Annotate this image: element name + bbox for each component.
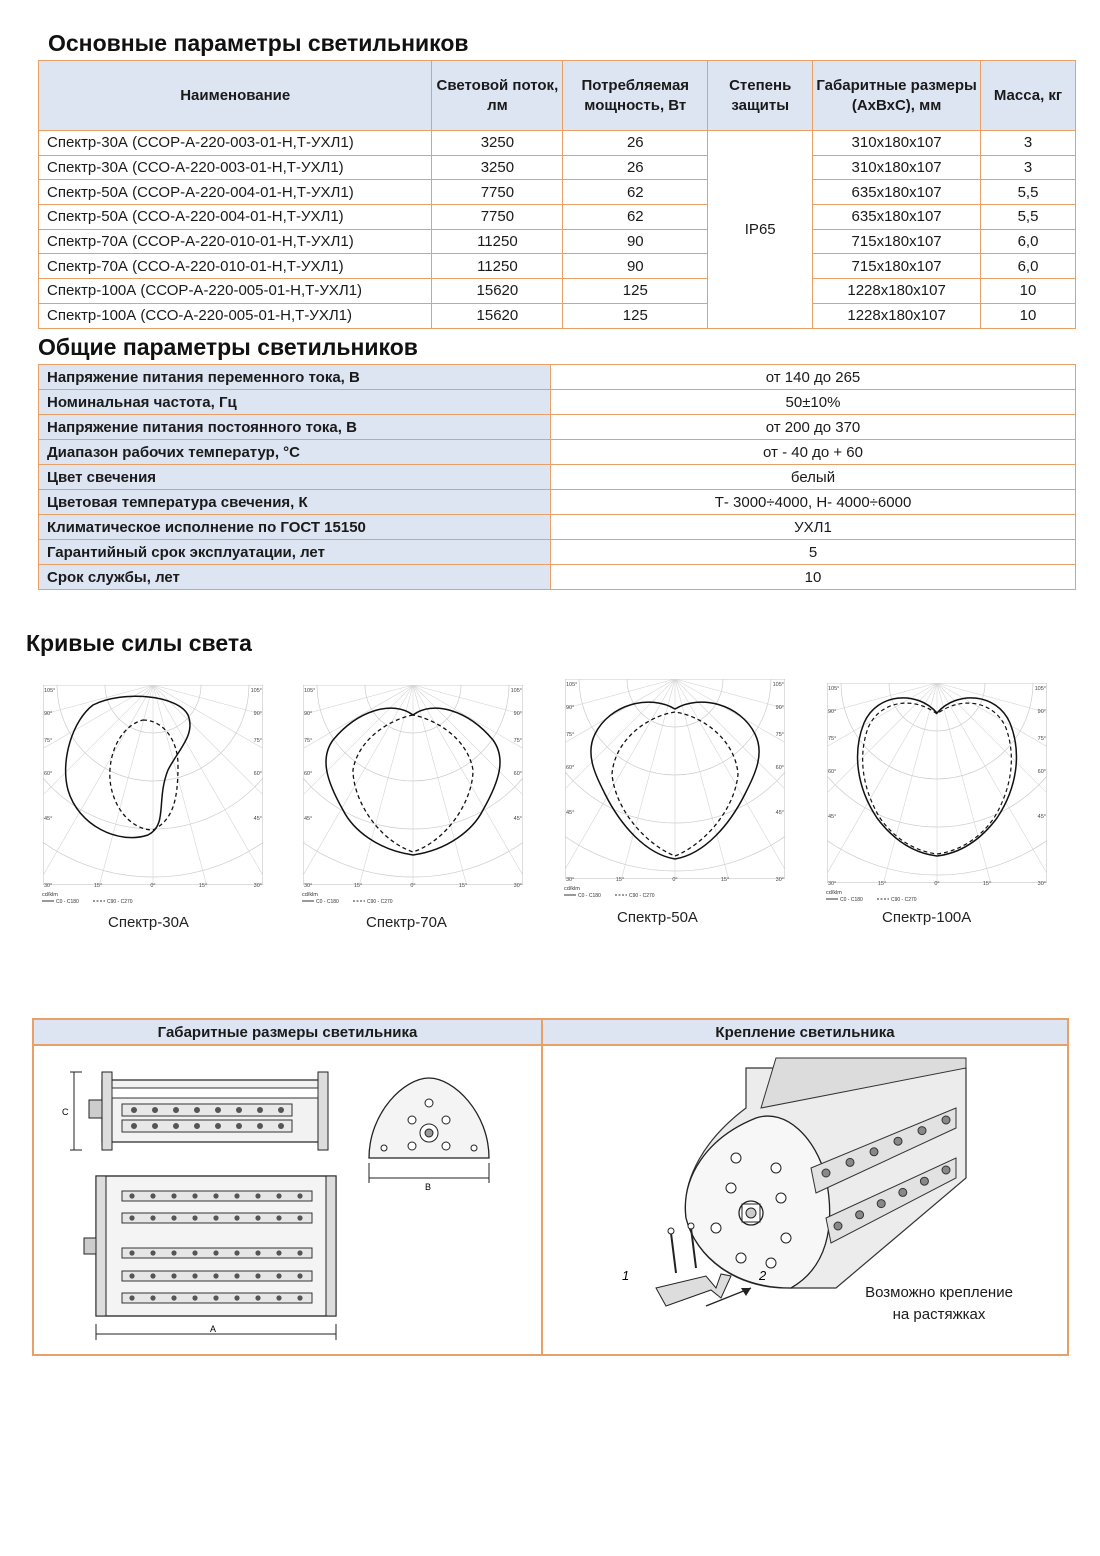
polar-angle-label: 60° [828, 769, 837, 775]
screw-hole [736, 1253, 746, 1263]
cell-size: 635x180x107 [813, 205, 981, 230]
param-value: Т- 3000÷4000, Н- 4000÷6000 [551, 490, 1076, 515]
led-dot [129, 1295, 134, 1300]
polar-unit-label: cd/klm [302, 892, 318, 898]
polar-angle-label: 15° [615, 877, 625, 883]
param-name: Цвет свечения [39, 465, 551, 490]
led-dot [213, 1250, 218, 1255]
polar-spoke [75, 685, 156, 905]
led-dot [899, 1188, 907, 1196]
led-dot [870, 1148, 878, 1156]
polar-angle-label: 45° [775, 810, 784, 816]
polar-chart-spektr-100a [822, 678, 1052, 903]
polar-angle-label: 90° [775, 705, 784, 711]
polar-angle-label: 30° [828, 881, 837, 887]
polar-angle-label: 60° [1037, 769, 1046, 775]
cell-size: 1228x180x107 [813, 279, 981, 304]
polar-angle-label: 45° [304, 816, 313, 822]
col-header-flux: Световой поток, лм [432, 61, 563, 131]
param-value: белый [551, 465, 1076, 490]
polar-spoke [153, 685, 231, 905]
polar-angle-label: 0° [934, 881, 940, 887]
led-dot [234, 1295, 239, 1300]
led-dot [131, 1123, 137, 1129]
led-dot [213, 1273, 218, 1278]
polar-svg-70a [298, 680, 528, 905]
table-row [39, 415, 1076, 440]
polar-spoke [597, 679, 678, 899]
polar-spoke [822, 683, 937, 833]
led-dot [150, 1295, 155, 1300]
cell-power: 26 [563, 155, 708, 180]
table-row [39, 440, 1076, 465]
polar-angle-label: 90° [828, 709, 837, 715]
polar-angle-label: 0° [410, 883, 416, 889]
table-row [39, 155, 1076, 180]
polar-angle-label: 75° [304, 738, 313, 744]
screw-hole [731, 1153, 741, 1163]
screw-hole [776, 1193, 786, 1203]
curve-label-70a: Спектр-70А [366, 914, 447, 931]
polar-angle-label: 75° [44, 738, 53, 744]
polar-spoke [675, 679, 753, 899]
led-dot [129, 1250, 134, 1255]
main-params-table [38, 60, 1076, 329]
cell-name: Спектр-70А (ССОР-А-220-010-01-Н,Т-УХЛ1) [39, 229, 432, 254]
param-value: от - 40 до + 60 [551, 440, 1076, 465]
table-row [39, 131, 1076, 156]
led-dot [894, 1137, 902, 1145]
led-dot [150, 1250, 155, 1255]
polar-spoke [859, 683, 940, 903]
table-row [39, 279, 1076, 304]
polar-angle-label: 75° [566, 732, 575, 738]
table-row [39, 515, 1076, 540]
polar-angle-label: 60° [253, 771, 262, 777]
luminaire-perspective [685, 1058, 966, 1288]
param-name: Напряжение питания переменного тока, В [39, 365, 551, 390]
dim-letter-a: A [210, 1324, 217, 1334]
polar-angle-label: 45° [566, 810, 575, 816]
light-curves-title: Кривые силы света [26, 630, 252, 656]
polar-angle-label: 30° [253, 883, 262, 889]
polar-angle-label: 105° [772, 682, 784, 688]
mount-number-2: 2 [759, 1268, 767, 1283]
polar-angle-label: 45° [513, 816, 522, 822]
polar-angle-label: 15° [877, 881, 887, 887]
polar-angle-label: 105° [250, 688, 262, 694]
legend-c90-label: C90 - C270 [367, 899, 393, 905]
param-value: 5 [551, 540, 1076, 565]
polar-angle-label: 60° [775, 765, 784, 771]
polar-angle-label: 105° [44, 688, 56, 694]
legend-c0-label: C0 - C180 [56, 899, 79, 905]
polar-unit-label: cd/klm [42, 892, 58, 898]
col-header-protection: Степень защиты [708, 61, 813, 131]
curve-c0-solid [66, 696, 190, 837]
polar-angle-label: 105° [566, 682, 578, 688]
cell-flux: 7750 [432, 205, 563, 230]
led-dot [129, 1273, 134, 1278]
led-dot [173, 1123, 179, 1129]
polar-angle-label: 45° [253, 816, 262, 822]
cell-flux: 3250 [432, 131, 563, 156]
led-dot [255, 1193, 260, 1198]
cell-protection: IP65 [708, 131, 813, 329]
led-dot [276, 1193, 281, 1198]
cell-mass: 3 [981, 131, 1076, 156]
cell-power: 125 [563, 303, 708, 328]
polar-angle-label: 90° [44, 711, 53, 717]
led-dot [171, 1295, 176, 1300]
led-dot [171, 1215, 176, 1220]
polar-angle-label: 90° [566, 705, 575, 711]
table-row [39, 465, 1076, 490]
cell-name: Спектр-50А (ССО-А-220-004-01-Н,Т-УХЛ1) [39, 205, 432, 230]
led-dot [942, 1166, 950, 1174]
polar-angle-label: 45° [44, 816, 53, 822]
screw-hole [726, 1183, 736, 1193]
polar-angle-label: 60° [44, 771, 53, 777]
polar-angle-label: 15° [353, 883, 363, 889]
polar-angle-label: 75° [253, 738, 262, 744]
dimensions-header: Габаритные размеры светильника [34, 1020, 541, 1046]
led-dot [297, 1193, 302, 1198]
polar-angle-label: 15° [982, 881, 992, 887]
polar-spoke [937, 683, 1015, 903]
dim-letter-c: C [62, 1107, 69, 1117]
polar-angle-label: 15° [458, 883, 468, 889]
cell-power: 62 [563, 180, 708, 205]
polar-angle-label: 75° [513, 738, 522, 744]
cell-power: 90 [563, 229, 708, 254]
dimensions-mounting-panel [32, 1018, 1069, 1356]
led-dot [255, 1250, 260, 1255]
mounting-header: Крепление светильника [543, 1020, 1067, 1046]
led-dot [171, 1193, 176, 1198]
polar-spoke [413, 685, 528, 763]
led-dot [171, 1273, 176, 1278]
mount-note-line-1: Возможно крепление [865, 1284, 1013, 1301]
dimensions-drawing [34, 1048, 539, 1354]
polar-angle-label: 90° [1037, 709, 1046, 715]
polar-angle-label: 105° [510, 688, 522, 694]
led-dot [192, 1215, 197, 1220]
col-header-power: Потребляемая мощность, Вт [563, 61, 708, 131]
led-dot [171, 1250, 176, 1255]
led-dot [255, 1273, 260, 1278]
param-value: от 140 до 265 [551, 365, 1076, 390]
led-dot [297, 1250, 302, 1255]
param-name: Гарантийный срок эксплуатации, лет [39, 540, 551, 565]
cell-size: 1228x180x107 [813, 303, 981, 328]
main-table-header-row [39, 61, 1076, 131]
polar-unit-label: cd/klm [826, 890, 842, 896]
general-params-title: Общие параметры светильников [38, 334, 418, 360]
table-row [39, 180, 1076, 205]
led-dot [150, 1215, 155, 1220]
param-name: Срок службы, лет [39, 565, 551, 590]
led-dot [920, 1177, 928, 1185]
param-value: УХЛ1 [551, 515, 1076, 540]
led-dot [129, 1215, 134, 1220]
param-name: Климатическое исполнение по ГОСТ 15150 [39, 515, 551, 540]
led-dot [192, 1250, 197, 1255]
polar-spoke [153, 685, 268, 763]
legend-c90-label: C90 - C270 [629, 893, 655, 899]
legend-c0-label: C0 - C180 [578, 893, 601, 899]
led-dot [234, 1250, 239, 1255]
led-dot [942, 1116, 950, 1124]
polar-angle-label: 0° [150, 883, 156, 889]
mount-note-line-2: на растяжках [892, 1306, 986, 1323]
cell-flux: 15620 [432, 303, 563, 328]
polar-spoke [822, 683, 937, 761]
table-row [39, 565, 1076, 590]
polar-angle-label: 15° [720, 877, 730, 883]
luminaire-side-view [62, 1072, 328, 1150]
cell-power: 90 [563, 254, 708, 279]
polar-svg-100a [822, 678, 1052, 903]
cell-mass: 3 [981, 155, 1076, 180]
legend-c90-label: C90 - C270 [107, 899, 133, 905]
polar-spoke [153, 685, 268, 835]
led-dot [278, 1123, 284, 1129]
cell-flux: 15620 [432, 279, 563, 304]
led-dot [834, 1222, 842, 1230]
led-dot [236, 1107, 242, 1113]
main-params-title: Основные параметры светильников [48, 30, 469, 56]
led-dot [234, 1193, 239, 1198]
param-name: Напряжение питания постоянного тока, В [39, 415, 551, 440]
legend-c90-label: C90 - C270 [891, 897, 917, 903]
cell-flux: 11250 [432, 229, 563, 254]
mount-note [854, 1282, 1024, 1326]
polar-angle-label: 105° [828, 686, 840, 692]
legend-c0-label: C0 - C180 [316, 899, 339, 905]
cell-mass: 5,5 [981, 205, 1076, 230]
polar-spoke [335, 685, 416, 905]
led-dot [276, 1273, 281, 1278]
led-dot [129, 1193, 134, 1198]
polar-angle-label: 30° [304, 883, 313, 889]
cell-name: Спектр-30А (ССОР-А-220-003-01-Н,Т-УХЛ1) [39, 131, 432, 156]
polar-angle-label: 30° [44, 883, 53, 889]
polar-angle-label: 60° [513, 771, 522, 777]
cell-name: Спектр-100А (ССО-А-220-005-01-Н,Т-УХЛ1) [39, 303, 432, 328]
luminaire-end-view [369, 1078, 489, 1192]
polar-angle-label: 0° [672, 877, 678, 883]
param-value: от 200 до 370 [551, 415, 1076, 440]
cell-size: 715x180x107 [813, 254, 981, 279]
led-dot [297, 1273, 302, 1278]
led-dot [150, 1273, 155, 1278]
led-dot [234, 1215, 239, 1220]
led-dot [297, 1215, 302, 1220]
led-dot [856, 1211, 864, 1219]
cell-name: Спектр-50А (ССОР-А-220-004-01-Н,Т-УХЛ1) [39, 180, 432, 205]
param-value: 50±10% [551, 390, 1076, 415]
cell-name: Спектр-30А (ССО-А-220-003-01-Н,Т-УХЛ1) [39, 155, 432, 180]
led-dot [213, 1215, 218, 1220]
led-dot [257, 1123, 263, 1129]
table-row [39, 490, 1076, 515]
curve-label-50a: Спектр-50А [617, 909, 698, 926]
led-dot [255, 1295, 260, 1300]
polar-angle-label: 30° [566, 877, 575, 883]
polar-angle-label: 90° [253, 711, 262, 717]
cell-mass: 5,5 [981, 180, 1076, 205]
polar-angle-label: 75° [1037, 736, 1046, 742]
cell-flux: 11250 [432, 254, 563, 279]
table-row [39, 303, 1076, 328]
table-row [39, 229, 1076, 254]
led-dot [192, 1273, 197, 1278]
polar-svg-30a [38, 680, 268, 905]
polar-angle-label: 45° [828, 814, 837, 820]
polar-angle-label: 15° [93, 883, 103, 889]
led-dot [234, 1273, 239, 1278]
cell-mass: 10 [981, 279, 1076, 304]
cell-power: 26 [563, 131, 708, 156]
polar-angle-label: 30° [513, 883, 522, 889]
polar-angle-label: 30° [1037, 881, 1046, 887]
polar-chart-spektr-50a [560, 674, 790, 899]
polar-angle-label: 30° [775, 877, 784, 883]
led-dot [877, 1200, 885, 1208]
led-dot [276, 1215, 281, 1220]
polar-angle-label: 75° [828, 736, 837, 742]
cell-size: 715x180x107 [813, 229, 981, 254]
screw-hole [781, 1233, 791, 1243]
led-dot [173, 1107, 179, 1113]
cell-mass: 6,0 [981, 254, 1076, 279]
polar-spoke [675, 679, 790, 757]
led-dot [215, 1107, 221, 1113]
cell-power: 125 [563, 279, 708, 304]
polar-spoke [38, 685, 153, 835]
param-name: Номинальная частота, Гц [39, 390, 551, 415]
cell-mass: 10 [981, 303, 1076, 328]
polar-svg-50a [560, 674, 790, 899]
table-row [39, 365, 1076, 390]
led-dot [215, 1123, 221, 1129]
led-dot [846, 1158, 854, 1166]
led-dot [918, 1127, 926, 1135]
led-dot [152, 1107, 158, 1113]
mount-number-1: 1 [622, 1268, 630, 1283]
table-row [39, 205, 1076, 230]
param-name: Диапазон рабочих температур, °С [39, 440, 551, 465]
polar-angle-label: 75° [775, 732, 784, 738]
polar-angle-label: 90° [304, 711, 313, 717]
polar-spoke [560, 679, 675, 757]
led-dot [276, 1250, 281, 1255]
led-dot [213, 1295, 218, 1300]
polar-angle-label: 15° [198, 883, 208, 889]
polar-angle-label: 105° [304, 688, 316, 694]
led-dot [194, 1107, 200, 1113]
polar-spoke [937, 683, 1052, 761]
led-dot [194, 1123, 200, 1129]
polar-unit-label: cd/klm [564, 886, 580, 892]
table-row [39, 540, 1076, 565]
panel-divider [541, 1020, 543, 1354]
polar-spoke [298, 685, 413, 763]
led-dot [192, 1295, 197, 1300]
led-dot [278, 1107, 284, 1113]
cell-size: 635x180x107 [813, 180, 981, 205]
cell-power: 62 [563, 205, 708, 230]
cell-mass: 6,0 [981, 229, 1076, 254]
led-dot [213, 1193, 218, 1198]
table-row [39, 254, 1076, 279]
cell-name: Спектр-70А (ССО-А-220-010-01-Н,Т-УХЛ1) [39, 254, 432, 279]
led-dot [276, 1295, 281, 1300]
led-dot [152, 1123, 158, 1129]
param-value: 10 [551, 565, 1076, 590]
screw-hole [771, 1163, 781, 1173]
cell-size: 310x180x107 [813, 131, 981, 156]
polar-angle-label: 60° [304, 771, 313, 777]
polar-chart-spektr-30a [38, 680, 268, 905]
led-dot [822, 1169, 830, 1177]
polar-angle-label: 105° [1034, 686, 1046, 692]
cell-name: Спектр-100А (ССОР-А-220-005-01-Н,Т-УХЛ1) [39, 279, 432, 304]
cell-flux: 3250 [432, 155, 563, 180]
screw-hole [766, 1258, 776, 1268]
col-header-mass: Масса, кг [981, 61, 1076, 131]
dim-letter-b: B [425, 1182, 432, 1192]
legend-c0-label: C0 - C180 [840, 897, 863, 903]
led-dot [236, 1123, 242, 1129]
led-dot [257, 1107, 263, 1113]
curve-label-100a: Спектр-100А [882, 909, 972, 926]
col-header-name: Наименование [39, 61, 432, 131]
curve-label-30a: Спектр-30А [108, 914, 189, 931]
led-dot [255, 1215, 260, 1220]
led-dot [192, 1193, 197, 1198]
table-row [39, 390, 1076, 415]
param-name: Цветовая температура свечения, К [39, 490, 551, 515]
polar-angle-label: 90° [513, 711, 522, 717]
cell-flux: 7750 [432, 180, 563, 205]
luminaire-front-view [84, 1176, 336, 1340]
led-dot [297, 1295, 302, 1300]
led-dot [150, 1193, 155, 1198]
col-header-size: Габаритные размеры (АхВхС), мм [813, 61, 981, 131]
cell-size: 310x180x107 [813, 155, 981, 180]
led-dot [131, 1107, 137, 1113]
polar-angle-label: 45° [1037, 814, 1046, 820]
polar-chart-spektr-70a [298, 680, 528, 905]
general-params-table [38, 364, 1076, 590]
polar-angle-label: 60° [566, 765, 575, 771]
screw-hole [711, 1223, 721, 1233]
